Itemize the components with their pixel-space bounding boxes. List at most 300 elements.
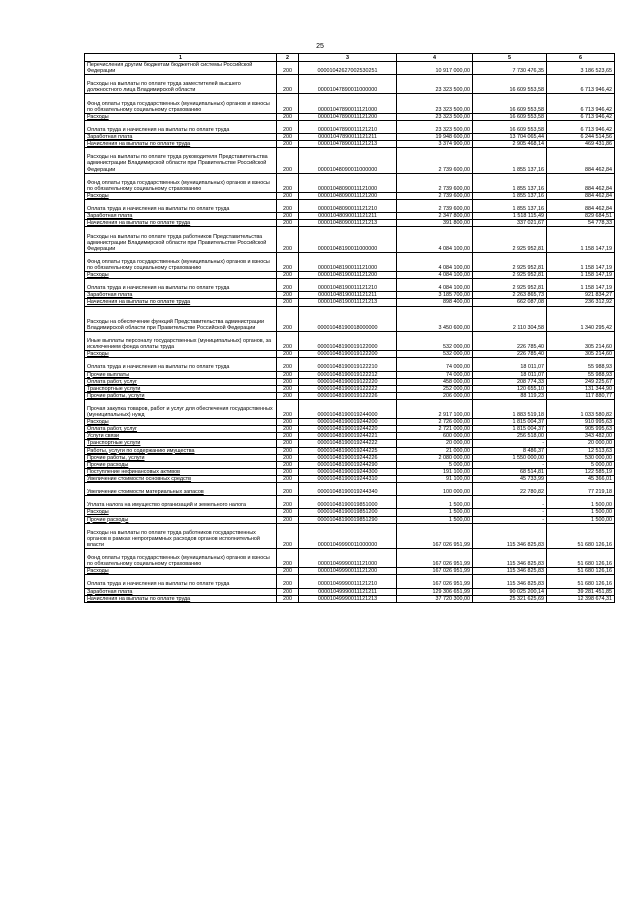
row-name-cell: Начисления на выплаты по оплате труда <box>85 141 277 148</box>
row-executed-cell: 226 785,40 <box>473 331 547 350</box>
row-kbk-cell: 00001048190019851200 <box>299 509 397 516</box>
row-remaining-cell: 1 158 147,19 <box>547 252 615 271</box>
row-approved-cell: 167 026 951,99 <box>397 523 473 548</box>
column-header: 4 <box>397 54 473 62</box>
row-approved-cell: 74 000,00 <box>397 358 473 371</box>
row-approved-cell: 3 450 600,00 <box>397 306 473 331</box>
row-code-cell: 200 <box>277 272 299 279</box>
table-row <box>85 392 615 399</box>
row-kbk-cell: 00001047890011000000 <box>299 75 397 94</box>
row-name-cell: Заработная плата <box>85 134 277 141</box>
table-row <box>85 113 615 120</box>
row-kbk-cell: 00001049990011121211 <box>299 588 397 595</box>
row-kbk-cell: 00001048190019244200 <box>299 419 397 426</box>
row-approved-cell: 2 721 000,00 <box>397 426 473 433</box>
table-row <box>85 523 615 548</box>
row-code-cell: 200 <box>277 306 299 331</box>
row-remaining-cell: 1 500,00 <box>547 509 615 516</box>
row-name-cell: Расходы <box>85 419 277 426</box>
row-executed-cell: 16 609 553,58 <box>473 75 547 94</box>
row-remaining-cell: 1 158 147,19 <box>547 227 615 252</box>
row-executed-cell: 1 550 000,00 <box>473 454 547 461</box>
row-code-cell: 200 <box>277 440 299 447</box>
row-kbk-cell: 00001049990011121210 <box>299 575 397 588</box>
row-approved-cell: 898 400,00 <box>397 299 473 306</box>
row-approved-cell: 4 084 100,00 <box>397 279 473 292</box>
row-executed-cell: 2 925 952,81 <box>473 279 547 292</box>
row-kbk-cell: 00001048190019244310 <box>299 475 397 482</box>
row-code-cell: 200 <box>277 252 299 271</box>
row-code-cell: 200 <box>277 113 299 120</box>
table-row <box>85 292 615 299</box>
row-executed-cell: 1 883 519,18 <box>473 399 547 418</box>
table-row <box>85 426 615 433</box>
row-remaining-cell: 884 462,84 <box>547 192 615 199</box>
header-row <box>85 54 615 62</box>
row-approved-cell: 4 084 100,00 <box>397 252 473 271</box>
table-row <box>85 279 615 292</box>
row-code-cell: 200 <box>277 120 299 133</box>
table-row <box>85 371 615 378</box>
row-kbk-cell: 00001048190019244300 <box>299 468 397 475</box>
table-row <box>85 454 615 461</box>
row-code-cell: 200 <box>277 279 299 292</box>
table-row <box>85 516 615 523</box>
row-approved-cell: 2 739 600,00 <box>397 173 473 192</box>
table-row <box>85 358 615 371</box>
row-approved-cell: 91 100,00 <box>397 475 473 482</box>
row-executed-cell: 226 785,40 <box>473 351 547 358</box>
row-name-cell: Прочие расходы <box>85 461 277 468</box>
row-executed-cell: 7 730 476,35 <box>473 62 547 75</box>
table-row <box>85 120 615 133</box>
column-header: 1 <box>85 54 277 62</box>
row-name-cell: Расходы <box>85 351 277 358</box>
row-executed-cell: 88 119,23 <box>473 392 547 399</box>
row-remaining-cell: 51 680 126,16 <box>547 575 615 588</box>
row-executed-cell: 115 346 825,83 <box>473 523 547 548</box>
row-code-cell: 200 <box>277 516 299 523</box>
row-remaining-cell: 55 988,93 <box>547 371 615 378</box>
row-name-cell: Фонд оплаты труда государственных (муниципальных) органов и взносы по обязательному социальному страхованию <box>85 549 277 568</box>
table-row <box>85 192 615 199</box>
row-kbk-cell: 00001048190011121213 <box>299 299 397 306</box>
row-name-cell: Расходы на выплаты по оплате труда руководителя Представительства администрации Владимирской области при Правительстве Российской Федерации <box>85 148 277 173</box>
table-row <box>85 595 615 602</box>
table-row <box>85 351 615 358</box>
row-remaining-cell: 12 513,63 <box>547 447 615 454</box>
row-approved-cell: 21 000,00 <box>397 447 473 454</box>
row-approved-cell: 2 080 000,00 <box>397 454 473 461</box>
row-code-cell: 200 <box>277 220 299 227</box>
table-row <box>85 440 615 447</box>
row-code-cell: 200 <box>277 94 299 113</box>
row-executed-cell: 256 518,00 <box>473 433 547 440</box>
row-remaining-cell: 1 158 147,19 <box>547 272 615 279</box>
table-row <box>85 62 615 75</box>
row-executed-cell: 1 855 137,16 <box>473 200 547 213</box>
row-executed-cell: - <box>473 516 547 523</box>
table-row <box>85 213 615 220</box>
row-kbk-cell: 00001048190011121211 <box>299 292 397 299</box>
row-remaining-cell: 6 713 946,42 <box>547 94 615 113</box>
row-kbk-cell: 00001049990011121213 <box>299 595 397 602</box>
row-executed-cell: 16 609 553,58 <box>473 120 547 133</box>
table-row <box>85 227 615 252</box>
row-remaining-cell: 905 995,63 <box>547 426 615 433</box>
row-name-cell: Заработная плата <box>85 213 277 220</box>
row-code-cell: 200 <box>277 148 299 173</box>
row-kbk-cell: 00001047890011121200 <box>299 113 397 120</box>
row-name-cell: Расходы <box>85 568 277 575</box>
table-row <box>85 399 615 418</box>
row-name-cell: Расходы <box>85 509 277 516</box>
row-code-cell: 200 <box>277 523 299 548</box>
row-code-cell: 200 <box>277 358 299 371</box>
row-code-cell: 200 <box>277 496 299 509</box>
row-code-cell: 200 <box>277 62 299 75</box>
row-approved-cell: 74 000,00 <box>397 371 473 378</box>
row-name-cell: Расходы на выплаты по оплате труда работников государственных органов в рамках непрограммных расходов органов исполнительной власти <box>85 523 277 548</box>
row-remaining-cell: 45 366,01 <box>547 475 615 482</box>
row-code-cell: 200 <box>277 399 299 418</box>
row-kbk-cell: 00001048190019244222 <box>299 440 397 447</box>
row-remaining-cell: 51 680 126,16 <box>547 549 615 568</box>
row-kbk-cell: 00001048190011121210 <box>299 279 397 292</box>
row-name-cell: Увеличение стоимости материальных запасов <box>85 483 277 496</box>
row-remaining-cell: 117 880,77 <box>547 392 615 399</box>
table-row <box>85 433 615 440</box>
row-code-cell: 200 <box>277 227 299 252</box>
table-row <box>85 220 615 227</box>
row-approved-cell: 20 000,00 <box>397 440 473 447</box>
row-code-cell: 200 <box>277 595 299 602</box>
row-executed-cell: 45 733,99 <box>473 475 547 482</box>
row-name-cell: Заработная плата <box>85 292 277 299</box>
row-kbk-cell: 00001048190018000000 <box>299 306 397 331</box>
row-name-cell: Увеличение стоимости основных средств <box>85 475 277 482</box>
row-kbk-cell: 00001048090011121200 <box>299 192 397 199</box>
column-header: 3 <box>299 54 397 62</box>
row-code-cell: 200 <box>277 483 299 496</box>
table-row <box>85 141 615 148</box>
row-code-cell: 200 <box>277 392 299 399</box>
row-kbk-cell: 00001048190019244221 <box>299 433 397 440</box>
row-kbk-cell: 00001049990011000000 <box>299 523 397 548</box>
row-executed-cell: 115 346 825,83 <box>473 568 547 575</box>
table-row <box>85 568 615 575</box>
row-approved-cell: 37 720 300,00 <box>397 595 473 602</box>
row-code-cell: 200 <box>277 75 299 94</box>
row-remaining-cell: 884 462,84 <box>547 200 615 213</box>
row-remaining-cell: 921 834,27 <box>547 292 615 299</box>
row-kbk-cell: 00001049990011121200 <box>299 568 397 575</box>
row-approved-cell: 532 000,00 <box>397 351 473 358</box>
table-row <box>85 385 615 392</box>
row-approved-cell: 252 000,00 <box>397 385 473 392</box>
row-remaining-cell: 3 186 523,65 <box>547 62 615 75</box>
row-executed-cell: 2 905 468,14 <box>473 141 547 148</box>
row-approved-cell: 167 026 951,99 <box>397 575 473 588</box>
table-body <box>85 62 615 603</box>
row-kbk-cell: 00001048190019244340 <box>299 483 397 496</box>
table-row <box>85 447 615 454</box>
row-code-cell: 200 <box>277 200 299 213</box>
row-approved-cell: 23 323 500,00 <box>397 120 473 133</box>
row-kbk-cell: 00001048190011000000 <box>299 227 397 252</box>
row-name-cell: Оплата труда и начисления на выплаты по оплате труда <box>85 358 277 371</box>
row-executed-cell: 662 087,08 <box>473 299 547 306</box>
row-executed-cell: 16 609 553,58 <box>473 113 547 120</box>
row-code-cell: 200 <box>277 433 299 440</box>
row-name-cell: Иные выплаты персоналу государственных (муниципальных) органов, за исключением фонда оплаты труда <box>85 331 277 350</box>
row-name-cell: Прочие работы, услуги <box>85 392 277 399</box>
row-name-cell: Начисления на выплаты по оплате труда <box>85 220 277 227</box>
row-code-cell: 200 <box>277 426 299 433</box>
row-approved-cell: 4 084 100,00 <box>397 272 473 279</box>
row-kbk-cell: 00001049990011121000 <box>299 549 397 568</box>
row-kbk-cell: 00001048190019122212 <box>299 371 397 378</box>
row-name-cell: Прочие выплаты <box>85 371 277 378</box>
row-remaining-cell: 884 462,84 <box>547 173 615 192</box>
row-code-cell: 200 <box>277 575 299 588</box>
row-code-cell: 200 <box>277 475 299 482</box>
row-kbk-cell: 00001047890011121211 <box>299 134 397 141</box>
row-remaining-cell: 131 344,90 <box>547 385 615 392</box>
row-approved-cell: 23 323 500,00 <box>397 75 473 94</box>
row-name-cell: Оплата труда и начисления на выплаты по оплате труда <box>85 200 277 213</box>
row-approved-cell: 1 500,00 <box>397 509 473 516</box>
column-header: 5 <box>473 54 547 62</box>
row-executed-cell: - <box>473 496 547 509</box>
row-code-cell: 200 <box>277 141 299 148</box>
row-approved-cell: 1 500,00 <box>397 516 473 523</box>
row-remaining-cell: 305 214,60 <box>547 331 615 350</box>
row-remaining-cell: 54 778,33 <box>547 220 615 227</box>
row-approved-cell: 191 100,00 <box>397 468 473 475</box>
table-row <box>85 173 615 192</box>
row-kbk-cell: 00001042627002530251 <box>299 62 397 75</box>
column-header: 2 <box>277 54 299 62</box>
row-remaining-cell: 6 713 946,42 <box>547 120 615 133</box>
row-code-cell: 200 <box>277 588 299 595</box>
row-approved-cell: 100 000,00 <box>397 483 473 496</box>
row-name-cell: Заработная плата <box>85 588 277 595</box>
row-executed-cell: 22 780,82 <box>473 483 547 496</box>
row-kbk-cell: 00001048190019122200 <box>299 351 397 358</box>
table-row <box>85 94 615 113</box>
row-kbk-cell: 00001048190011121200 <box>299 272 397 279</box>
row-name-cell: Оплата труда и начисления на выплаты по оплате труда <box>85 279 277 292</box>
row-executed-cell: 2 925 952,81 <box>473 272 547 279</box>
row-remaining-cell: 51 680 126,16 <box>547 568 615 575</box>
table-row <box>85 549 615 568</box>
row-executed-cell: 115 346 825,83 <box>473 575 547 588</box>
row-code-cell: 200 <box>277 351 299 358</box>
row-approved-cell: 167 026 951,99 <box>397 568 473 575</box>
row-remaining-cell: 6 713 946,42 <box>547 113 615 120</box>
row-name-cell: Начисления на выплаты по оплате труда <box>85 595 277 602</box>
row-approved-cell: 4 084 100,00 <box>397 227 473 252</box>
row-code-cell: 200 <box>277 568 299 575</box>
row-kbk-cell: 00001048190019244220 <box>299 426 397 433</box>
table-row <box>85 496 615 509</box>
row-name-cell: Расходы на обеспечение функций Представительства администрации Владимирской области при Правительстве Российской Федерации <box>85 306 277 331</box>
row-name-cell: Фонд оплаты труда государственных (муниципальных) органов и взносы по обязательному социальному страхованию <box>85 94 277 113</box>
table-row <box>85 331 615 350</box>
row-remaining-cell: 6 244 514,56 <box>547 134 615 141</box>
row-name-cell: Транспортные услуги <box>85 385 277 392</box>
row-name-cell: Расходы <box>85 192 277 199</box>
row-remaining-cell: 343 482,00 <box>547 433 615 440</box>
row-remaining-cell: 829 684,51 <box>547 213 615 220</box>
row-kbk-cell: 00001048090011121211 <box>299 213 397 220</box>
row-executed-cell: 2 925 952,81 <box>473 252 547 271</box>
row-code-cell: 200 <box>277 173 299 192</box>
table-row <box>85 588 615 595</box>
row-approved-cell: 2 347 800,00 <box>397 213 473 220</box>
row-executed-cell: 18 011,07 <box>473 358 547 371</box>
table-row <box>85 468 615 475</box>
row-approved-cell: 391 800,00 <box>397 220 473 227</box>
row-executed-cell: 2 110 304,58 <box>473 306 547 331</box>
table-row <box>85 75 615 94</box>
row-executed-cell: 208 774,33 <box>473 378 547 385</box>
table-row <box>85 575 615 588</box>
row-remaining-cell: 12 398 674,31 <box>547 595 615 602</box>
row-kbk-cell: 00001048190019851290 <box>299 516 397 523</box>
row-remaining-cell: 1 158 147,19 <box>547 279 615 292</box>
row-kbk-cell: 00001048190019851000 <box>299 496 397 509</box>
row-approved-cell: 2 917 100,00 <box>397 399 473 418</box>
row-executed-cell: 13 704 065,44 <box>473 134 547 141</box>
row-remaining-cell: 39 281 451,85 <box>547 588 615 595</box>
table-row <box>85 461 615 468</box>
row-code-cell: 200 <box>277 509 299 516</box>
table-row <box>85 299 615 306</box>
row-approved-cell: 5 000,00 <box>397 461 473 468</box>
table-row <box>85 306 615 331</box>
row-remaining-cell: 55 988,93 <box>547 358 615 371</box>
row-executed-cell: 1 855 137,16 <box>473 192 547 199</box>
row-kbk-cell: 00001048190019122000 <box>299 331 397 350</box>
row-name-cell: Оплата работ, услуг <box>85 378 277 385</box>
row-approved-cell: 2 739 600,00 <box>397 200 473 213</box>
row-name-cell: Прочие расходы <box>85 516 277 523</box>
row-name-cell: Поступление нефинансовых активов <box>85 468 277 475</box>
row-approved-cell: 600 000,00 <box>397 433 473 440</box>
row-kbk-cell: 00001048190019244000 <box>299 399 397 418</box>
row-name-cell: Фонд оплаты труда государственных (муниципальных) органов и взносы по обязательному социальному страхованию <box>85 173 277 192</box>
table-row <box>85 200 615 213</box>
row-code-cell: 200 <box>277 134 299 141</box>
row-remaining-cell: 1 033 580,82 <box>547 399 615 418</box>
row-remaining-cell: 77 219,18 <box>547 483 615 496</box>
row-approved-cell: 23 323 500,00 <box>397 94 473 113</box>
table-row <box>85 272 615 279</box>
row-executed-cell: 16 609 553,58 <box>473 94 547 113</box>
row-remaining-cell: 1 500,00 <box>547 496 615 509</box>
row-code-cell: 200 <box>277 454 299 461</box>
row-kbk-cell: 00001048190011121000 <box>299 252 397 271</box>
row-kbk-cell: 00001048190019122226 <box>299 392 397 399</box>
row-executed-cell: 90 025 200,14 <box>473 588 547 595</box>
table-row <box>85 509 615 516</box>
row-approved-cell: 2 739 600,00 <box>397 148 473 173</box>
row-executed-cell: 1 815 004,37 <box>473 419 547 426</box>
row-remaining-cell: 249 225,67 <box>547 378 615 385</box>
row-code-cell: 200 <box>277 192 299 199</box>
row-executed-cell: 2 263 865,73 <box>473 292 547 299</box>
row-code-cell: 200 <box>277 385 299 392</box>
row-approved-cell: 532 000,00 <box>397 331 473 350</box>
row-name-cell: Фонд оплаты труда государственных (муниципальных) органов и взносы по обязательному социальному страхованию <box>85 252 277 271</box>
row-remaining-cell: 236 312,92 <box>547 299 615 306</box>
table-row <box>85 134 615 141</box>
row-approved-cell: 129 306 651,99 <box>397 588 473 595</box>
budget-table <box>84 53 615 603</box>
row-name-cell: Работы, услуги по содержанию имущества <box>85 447 277 454</box>
row-code-cell: 200 <box>277 213 299 220</box>
row-kbk-cell: 00001048190019122222 <box>299 385 397 392</box>
row-name-cell: Расходы на выплаты по оплате труда заместителей высшего должностного лица Владимирской области <box>85 75 277 94</box>
row-executed-cell: 1 815 004,37 <box>473 426 547 433</box>
table-row <box>85 252 615 271</box>
row-name-cell: Перечисления другим бюджетам бюджетной системы Российской Федерации <box>85 62 277 75</box>
row-code-cell: 200 <box>277 371 299 378</box>
table-row <box>85 148 615 173</box>
row-kbk-cell: 00001048090011121210 <box>299 200 397 213</box>
row-executed-cell: 18 011,07 <box>473 371 547 378</box>
row-kbk-cell: 00001048090011000000 <box>299 148 397 173</box>
table-row <box>85 378 615 385</box>
row-kbk-cell: 00001048090011121000 <box>299 173 397 192</box>
row-remaining-cell: 884 462,84 <box>547 148 615 173</box>
row-kbk-cell: 00001048190019122210 <box>299 358 397 371</box>
row-remaining-cell: 469 431,86 <box>547 141 615 148</box>
row-code-cell: 200 <box>277 331 299 350</box>
row-executed-cell: 68 514,81 <box>473 468 547 475</box>
row-executed-cell: 25 321 625,69 <box>473 595 547 602</box>
table-row <box>85 475 615 482</box>
row-name-cell: Расходы <box>85 272 277 279</box>
row-name-cell: Оплата труда и начисления на выплаты по оплате труда <box>85 575 277 588</box>
row-executed-cell: 1 518 115,49 <box>473 213 547 220</box>
row-executed-cell: 337 021,67 <box>473 220 547 227</box>
row-kbk-cell: 00001048190019244225 <box>299 447 397 454</box>
row-remaining-cell: 6 713 946,42 <box>547 75 615 94</box>
row-approved-cell: 3 374 900,00 <box>397 141 473 148</box>
row-approved-cell: 1 500,00 <box>397 496 473 509</box>
row-code-cell: 200 <box>277 299 299 306</box>
row-kbk-cell: 00001047890011121210 <box>299 120 397 133</box>
row-approved-cell: 23 323 500,00 <box>397 113 473 120</box>
row-remaining-cell: 1 340 295,42 <box>547 306 615 331</box>
row-executed-cell: - <box>473 440 547 447</box>
row-approved-cell: 3 185 700,00 <box>397 292 473 299</box>
table-row <box>85 483 615 496</box>
row-remaining-cell: 1 500,00 <box>547 516 615 523</box>
row-name-cell: Услуги связи <box>85 433 277 440</box>
row-code-cell: 200 <box>277 292 299 299</box>
row-remaining-cell: 530 000,00 <box>547 454 615 461</box>
row-executed-cell: - <box>473 461 547 468</box>
row-name-cell: Оплата работ, услуг <box>85 426 277 433</box>
row-approved-cell: 10 917 000,00 <box>397 62 473 75</box>
row-code-cell: 200 <box>277 378 299 385</box>
row-executed-cell: 8 486,37 <box>473 447 547 454</box>
row-kbk-cell: 00001047890011121000 <box>299 94 397 113</box>
